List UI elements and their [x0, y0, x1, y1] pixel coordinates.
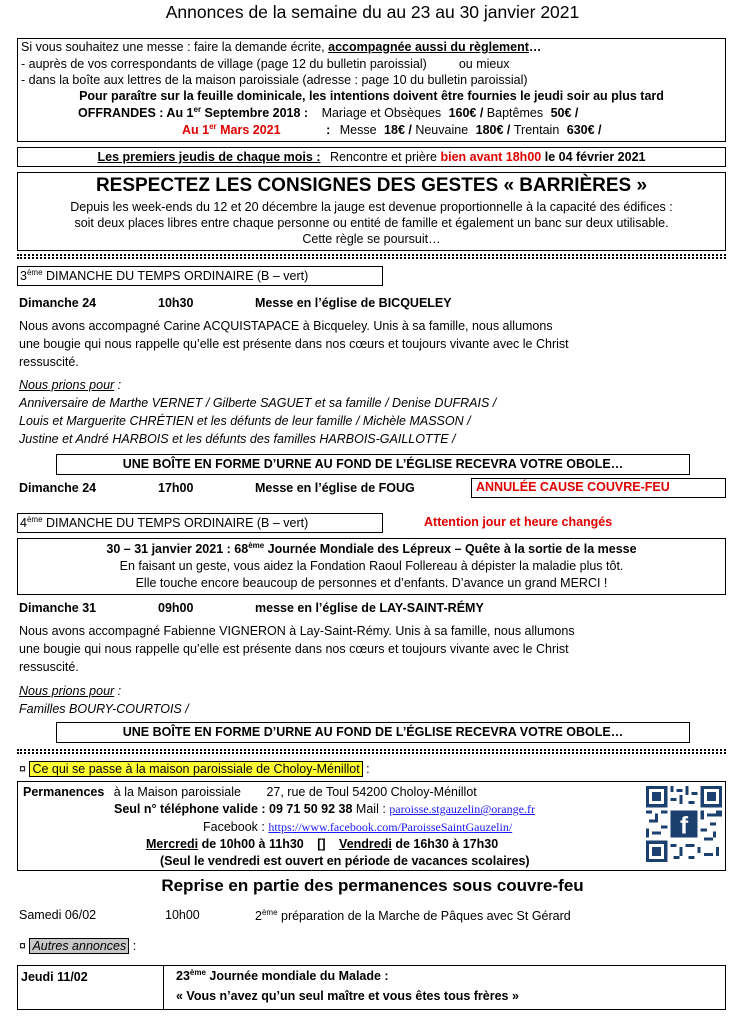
mass1-place: Messe en l’église de BICQUELEY — [255, 296, 452, 310]
mercredi-label: Mercredi — [146, 837, 199, 851]
neuvaine-label: Neuvaine — [415, 123, 469, 138]
info-line2: - auprès de vos correspondants de village (page 12 du bulletin paroissial) — [21, 57, 427, 71]
samedi-text: préparation de la Marche de Pâques avec St Gérard — [277, 909, 571, 924]
jeudis-box — [17, 147, 726, 167]
autres-heading — [19, 939, 136, 953]
separator — [17, 749, 726, 754]
bapteme-price: 50€ — [550, 106, 572, 121]
mass1-prions — [19, 378, 121, 392]
samedi-sup: ème — [261, 908, 278, 917]
mass2-status-badge: ANNULÉE CAUSE COUVRE-FEU — [471, 478, 726, 498]
urne-text-2: UNE BOÎTE EN FORME D’URNE AU FOND DE L’ÉGLISE RECEVRA VOTRE OBOLE… — [122, 725, 624, 739]
mass1-intention2: Louis et Marguerite CHRÉTIEN et les défunts de leur famille / Michèle MASSON / — [19, 414, 471, 428]
separator — [17, 254, 726, 259]
info-line2-mieux: ou mieux — [458, 57, 510, 71]
mass1-text3: ressuscité. — [19, 355, 79, 369]
bapteme-label: Baptêmes — [486, 106, 544, 121]
urne-box-2 — [56, 722, 690, 743]
info-line1-ellipsis: … — [528, 40, 542, 54]
consignes-line3: Cette règle se poursuit… — [302, 232, 441, 246]
mass3-intention1: Familles BOURY-COURTOIS / — [19, 702, 189, 716]
samedi-num: 2 — [255, 909, 262, 924]
jeudi-num: 23 — [176, 969, 190, 984]
permanences-phone: Seul n° téléphone valide : 09 71 50 92 38 — [114, 802, 353, 816]
qr-code-icon — [646, 786, 722, 862]
email-link[interactable]: paroisse.stgauzelin@orange.fr — [389, 802, 535, 816]
mass3-text1: Nous avons accompagné Fabienne VIGNERON à Lay-Saint-Rémy. Unis à sa famille, nous allumons — [19, 624, 575, 638]
vendredi-hours: de 16h30 à 17h30 — [391, 837, 499, 851]
permanences-note: (Seul le vendredi est ouvert en période de vacances scolaires) — [160, 854, 530, 868]
dimanche3-text: DIMANCHE DU TEMPS ORDINAIRE (B – vert) — [42, 269, 309, 284]
info-line4: Pour paraître sur la feuille dominicale, les intentions doivent être fournies le jeudi soir au plus tard — [79, 89, 664, 103]
offrandes-row: OFFRANDES : Au 1er Septembre 2018 : Mariage et Obsèques 160€ / Baptêmes 50€ / — [78, 105, 579, 121]
mass1-time: 10h30 — [158, 296, 194, 310]
autres-bullet: ¤ — [19, 939, 26, 953]
mass2-time: 17h00 — [158, 481, 194, 495]
mass3-place: messe en l’église de LAY-SAINT-RÉMY — [255, 601, 484, 615]
info-line1-emph: accompagnée aussi du règlement — [328, 40, 529, 54]
urne-text-1: UNE BOÎTE EN FORME D’URNE AU FOND DE L’ÉGLISE RECEVRA VOTRE OBOLE… — [122, 457, 624, 471]
svg-text:f: f — [679, 812, 689, 840]
jeudis-text: Rencontre et prière — [329, 150, 437, 164]
info-line1: Si vous souhaitez une messe : faire la demande écrite, — [21, 40, 329, 54]
mass1-prions-label: Nous prions pour — [19, 378, 115, 392]
offrandes-date: Septembre 2018 : — [201, 106, 309, 121]
neuvaine-price: 180€ — [475, 123, 504, 138]
autres-highlight: Autres annonces — [29, 938, 129, 954]
mass1-day: Dimanche 24 — [19, 296, 97, 310]
reprise-heading: Reprise en partie des permanences sous couvre-feu — [161, 876, 584, 895]
mass3-prions-label: Nous prions pour — [19, 684, 115, 698]
tarifs-row: Au 1er Mars 2021 : Messe 18€ / Neuvaine 180€ / Trentain 630€ / — [182, 122, 602, 138]
messe-price: 18€ — [384, 123, 405, 138]
facebook-link[interactable]: https://www.facebook.com/ParoisseSaintGauzelin/ — [268, 820, 513, 834]
mass2-day: Dimanche 24 — [19, 481, 97, 495]
dimanche4-num: 4 — [20, 516, 27, 531]
consignes-box — [17, 172, 726, 251]
mass3-text2: une bougie qui nous rappelle qu’elle est présente dans nos cœurs et toujours vivante avec le Christ — [19, 642, 569, 656]
info-box — [17, 38, 726, 142]
dimanche3-sup: ème — [26, 268, 43, 277]
maison-highlight: Ce qui se passe à la maison paroissiale de Choloy-Ménillot — [29, 761, 362, 777]
mass3-prions-colon: : — [114, 684, 122, 698]
lepreux-line2: En faisant un geste, vous aidez la Fondation Raoul Follereau à dépister la maladie plus tôt. — [119, 559, 624, 573]
hours-separator: [] — [317, 837, 326, 851]
mass3-day: Dimanche 31 — [19, 601, 97, 615]
mass1-intention1: Anniversaire de Marthe VERNET / Gilberte SAGUET et sa famille / Denise DUFRAIS / — [19, 396, 497, 410]
info-line3: - dans la boîte aux lettres de la maison paroissiale (adresse : page 10 du bulletin paroissial) — [21, 73, 528, 87]
permanences-mail-label: Mail : — [352, 802, 386, 816]
samedi-time: 10h00 — [165, 908, 200, 922]
trentain-price: 630€ — [566, 123, 595, 138]
mass2-place: Messe en l’église de FOUG — [255, 481, 415, 495]
jeudi-day: Jeudi 11/02 — [21, 970, 88, 984]
consignes-line2: soit deux places libres entre chaque personne ou entité de famille et également un banc sur deux utilisable. — [74, 216, 669, 230]
lepreux-line3: Elle touche encore beaucoup de personnes et d’enfants. D’avance un grand MERCI ! — [135, 576, 608, 590]
mass1-prions-colon: : — [114, 378, 122, 392]
samedi-day: Samedi 06/02 — [19, 908, 97, 922]
urne-box-1 — [56, 454, 690, 475]
autres-colon: : — [129, 939, 137, 953]
samedi-event — [255, 908, 571, 923]
dimanche4-heading — [17, 513, 383, 533]
mars-date: Mars 2021 — [216, 123, 281, 138]
lepreux-box — [17, 538, 726, 595]
permanences-where: à la Maison paroissiale — [113, 785, 241, 799]
jeudis-date: le 04 février 2021 — [544, 150, 646, 164]
maison-colon: : — [362, 762, 370, 776]
jeudis-time: bien avant 18h00 — [440, 150, 542, 164]
mass3-text3: ressuscité. — [19, 660, 79, 674]
facebook-label: Facebook : — [203, 820, 265, 834]
mass3-prions — [19, 684, 121, 698]
jeudi-sup: ème — [189, 968, 206, 977]
trentain-label: Trentain — [513, 123, 560, 138]
jeudi-box — [17, 965, 726, 1010]
mars-sup: er — [209, 122, 217, 131]
mariage-label: Mariage et Obsèques — [321, 106, 442, 121]
mercredi-hours: de 10h00 à 11h30 — [198, 837, 304, 851]
mass1-text2: une bougie qui nous rappelle qu’elle est présente dans nos cœurs et toujours vivante avec le Christ — [19, 337, 569, 351]
jeudi-title: Journée mondiale du Malade : — [205, 969, 389, 984]
dimanche3-num: 3 — [20, 269, 27, 284]
page-title: Annonces de la semaine du au 23 au 30 janvier 2021 — [165, 2, 580, 22]
permanences-box — [17, 781, 726, 871]
vendredi-label: Vendredi — [339, 837, 392, 851]
mariage-price: 160€ — [448, 106, 477, 121]
dimanche4-sup: ème — [26, 515, 43, 524]
consignes-line1: Depuis les week-ends du 12 et 20 décembre la jauge est devenue proportionnelle à la capacité des édifices : — [70, 200, 673, 214]
mass3-time: 09h00 — [158, 601, 194, 615]
offrandes-sup: er — [193, 105, 202, 114]
permanences-label: Permanences — [23, 785, 105, 799]
lepreux-title: 30 – 31 janvier 2021 : 68 — [106, 542, 249, 557]
offrandes-label: OFFRANDES : Au 1 — [78, 106, 194, 121]
maison-heading — [19, 762, 370, 776]
maison-bullet: ¤ — [19, 762, 26, 776]
jeudi-divider — [163, 966, 164, 1009]
dimanche3-heading — [17, 266, 383, 286]
jeudi-quote: « Vous n’avez qu’un seul maître et vous êtes tous frères » — [176, 989, 519, 1003]
permanences-address: 27, rue de Toul 54200 Choloy-Ménillot — [266, 785, 477, 799]
mass1-intention3: Justine et André HARBOIS et les défunts des familles HARBOIS-GAILLOTTE / — [19, 432, 456, 446]
messe-label: Messe — [339, 123, 377, 138]
mars-label: Au 1 — [182, 123, 210, 138]
mass1-text1: Nous avons accompagné Carine ACQUISTAPACE à Bicqueley. Unis à sa famille, nous allumons — [19, 319, 553, 333]
lepreux-title-b: Journée Mondiale des Lépreux – Quête à la sortie de la messe — [264, 542, 637, 557]
dimanche4-text: DIMANCHE DU TEMPS ORDINAIRE (B – vert) — [42, 516, 309, 531]
jeudis-label: Les premiers jeudis de chaque mois : — [97, 150, 321, 164]
consignes-title: RESPECTEZ LES CONSIGNES DES GESTES « BARRIÈRES » — [95, 175, 648, 196]
lepreux-sup: ème — [248, 541, 265, 550]
dimanche4-note: Attention jour et heure changés — [424, 515, 613, 529]
